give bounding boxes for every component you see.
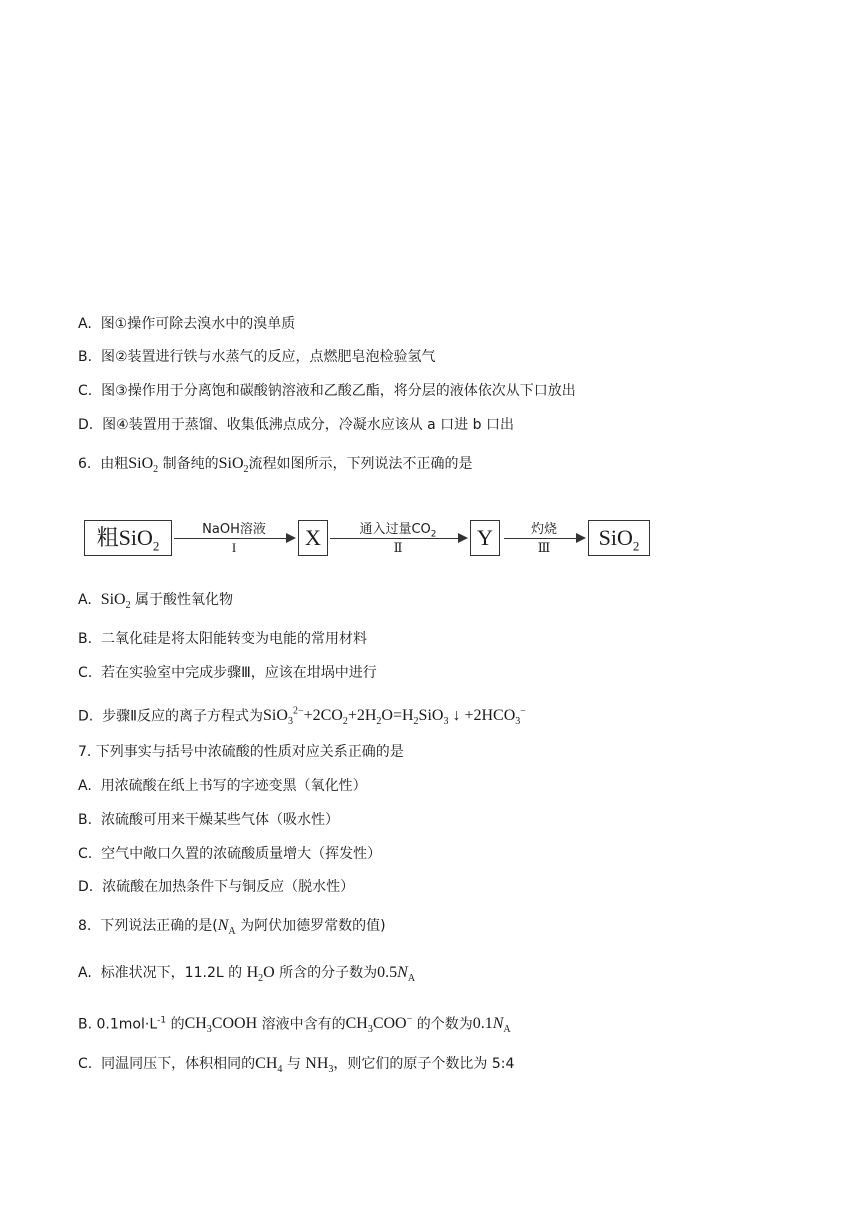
q6-option-b: B. 二氧化硅是将太阳能转变为电能的常用材料	[78, 631, 367, 647]
sio2-flow-diagram	[84, 514, 654, 558]
q5-option-c: C. 图③操作用于分离饱和碳酸钠溶液和乙酸乙酯，将分层的液体依次从下口放出	[78, 383, 576, 399]
flow-arrow-step3	[504, 538, 584, 539]
ionic-equation: $SiO_3^{2-}+2CO_2+2H_2O=H_2SiO_3$ ↓ $+2HCO_3^-$	[263, 706, 526, 728]
flow-label-step3: 灼烧	[530, 522, 557, 537]
q6-option-c: C. 若在实验室中完成步骤Ⅲ，应该在坩埚中进行	[78, 665, 377, 681]
flow-label-step2: 通入过量$CO_2$	[359, 522, 437, 540]
q7-option-a: A. 用浓硫酸在纸上书写的字迹变黑（氧化性）	[78, 778, 367, 794]
q7-option-d: D. 浓硫酸在加热条件下与铜反应（脱水性）	[78, 879, 355, 895]
flow-box-pure-sio2: SiO$_2$	[588, 520, 650, 556]
flow-box-y: Y	[470, 520, 500, 556]
flow-step-num-1: I	[231, 540, 237, 555]
q8-option-b: B. $0.1mol\cdot L^{-1}$ 的$CH_3COOH$ 溶液中含有的$CH_3COO^-$ 的个数为$0.1N_A$	[78, 1014, 511, 1036]
q5-option-b: B. 图②装置进行铁与水蒸气的反应，点燃肥皂泡检验氢气	[78, 349, 436, 365]
q5-option-a: A. 图①操作可除去溴水中的溴单质	[78, 316, 296, 332]
q6-stem: 6. 由粗SiO$_2$ 制备纯的SiO$_2$流程如图所示，下列说法不正确的是	[78, 455, 473, 476]
q8-option-a: A. 标准状况下，11.2L 的 $H_2O$ 所含的分子数为$0.5N_A$	[78, 964, 416, 985]
q7-option-c: C. 空气中敞口久置的浓硫酸质量增大（挥发性）	[78, 846, 382, 862]
flow-arrow-step1	[174, 538, 294, 539]
flow-step-num-3: Ⅲ	[537, 540, 551, 555]
flow-label-step1: NaOH溶液	[202, 522, 266, 537]
q5-option-d: D. 图④装置用于蒸馏、收集低沸点成分，冷凝水应该从 a 口进 b 口出	[78, 417, 514, 433]
q8-stem: 8. 下列说法正确的是($N_A$ 为阿伏加德罗常数的值)	[78, 917, 386, 938]
flow-step-num-2: Ⅱ	[393, 540, 403, 555]
q8-option-c: C. 同温同压下，体积相同的$CH_4$ 与 $NH_3$，则它们的原子个数比为 5:4	[78, 1055, 515, 1076]
q6-option-d: D. 步骤Ⅱ反应的离子方程式为$SiO_3^{2-}+2CO_2+2H_2O=H_2SiO_3$ ↓ $+2HCO_3^-$	[78, 706, 526, 728]
flow-box-x: X	[298, 520, 328, 556]
flow-box-crude-sio2: 粗SiO$_2$	[84, 520, 172, 556]
q7-stem: 7. 下列事实与括号中浓硫酸的性质对应关系正确的是	[78, 744, 404, 760]
q7-option-b: B. 浓硫酸可用来干燥某些气体（吸水性）	[78, 812, 339, 828]
q6-option-a: A. SiO$_2$ 属于酸性氧化物	[78, 591, 234, 612]
